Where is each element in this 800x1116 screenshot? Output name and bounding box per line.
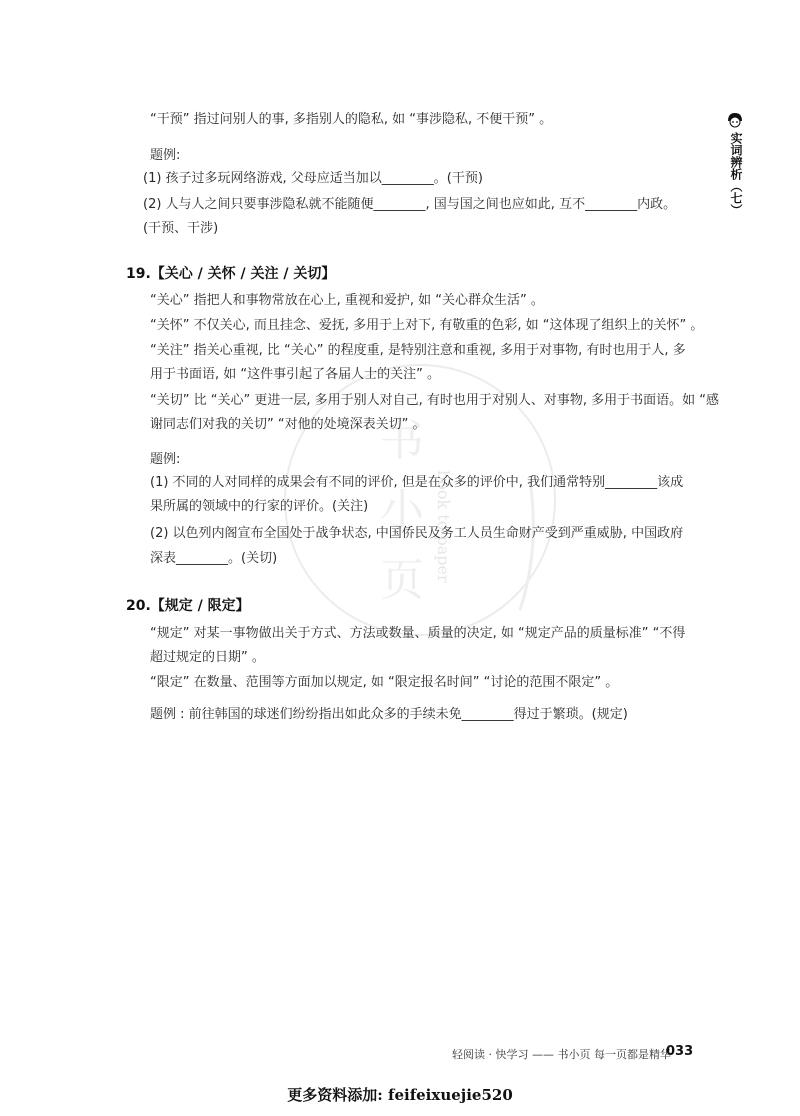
watermark-char-2: 小	[380, 485, 424, 536]
definition-line: 谢同志们对我的关切” “对他的处境深表关切” 。	[150, 417, 426, 432]
definition-line: “关怀” 不仅关心, 而且挂念、爱抚, 多用于上对下, 有敬重的色彩, 如 “这体现了组织上的关怀” 。	[150, 318, 704, 333]
example-item: (1) 孩子过多玩网络游戏, 父母应适当加以________。(干预)	[143, 171, 483, 186]
page-number: 033	[666, 1044, 694, 1059]
example-label: 题例:	[150, 452, 181, 467]
watermark-char-1: 书	[380, 415, 424, 466]
definition-line: “关切” 比 “关心” 更进一层, 多用于别人对自己, 有时也用于对别人、对事物, 多用于书面语。如 “感	[150, 393, 719, 408]
definition-line: 超过规定的日期” 。	[150, 650, 265, 665]
ganyu-definition: “干预” 指过问别人的事, 多指别人的隐私, 如 “事涉隐私, 不便干预” 。	[150, 112, 553, 127]
cartoon-face-icon	[727, 112, 743, 128]
example-item: (1) 不同的人对同样的成果会有不同的评价, 但是在众多的评价中, 我们通常特别________该成	[150, 475, 684, 490]
definition-line: 用于书面语, 如 “这件事引起了各届人士的关注” 。	[150, 367, 440, 382]
example-label: 题例:	[150, 148, 181, 163]
section-heading: 20.【规定 / 限定】	[126, 598, 250, 614]
example-item: (2) 以色列内阁宣布全国处于战争状态, 中国侨民及务工人员生命财产受到严重威胁, 中国政府	[150, 526, 684, 541]
example-item: 题例 : 前往韩国的球迷们纷纷指出如此众多的手续未免________得过于繁琐。(规定)	[150, 707, 628, 722]
example-item: 深表________。(关切)	[150, 551, 278, 566]
watermark-char-3: 页	[380, 555, 424, 606]
side-section-tab	[722, 112, 748, 222]
definition-line: “关心” 指把人和事物常放在心上, 重视和爱护, 如 “关心群众生活” 。	[150, 293, 544, 308]
watermark-latin: book to paper	[434, 470, 453, 583]
example-answer: (干预、干涉)	[143, 221, 219, 236]
footer-tagline: 轻阅读 · 快学习 —— 书小页 每一页都是精华	[452, 1048, 671, 1061]
promo-banner: 更多资料添加: feifeixuejie520	[287, 1086, 513, 1104]
section-heading: 19.【关心 / 关怀 / 关注 / 关切】	[126, 266, 336, 282]
definition-line: “规定” 对某一事物做出关于方式、方法或数量、质量的决定, 如 “规定产品的质量标准” “不得	[150, 626, 686, 641]
example-item: (2) 人与人之间只要事涉隐私就不能随便________, 国与国之间也应如此, 互不________内政。	[143, 197, 677, 212]
example-item: 果所属的领域中的行家的评价。(关注)	[150, 499, 369, 514]
definition-line: “限定” 在数量、范围等方面加以规定, 如 “限定报名时间” “讨论的范围不限定” 。	[150, 675, 619, 690]
side-tab-title: 实词辨析（七）	[729, 132, 743, 216]
definition-line: “关注” 指关心重视, 比 “关心” 的程度重, 是特别注意和重视, 多用于对事物, 有时也用于人, 多	[150, 343, 686, 358]
